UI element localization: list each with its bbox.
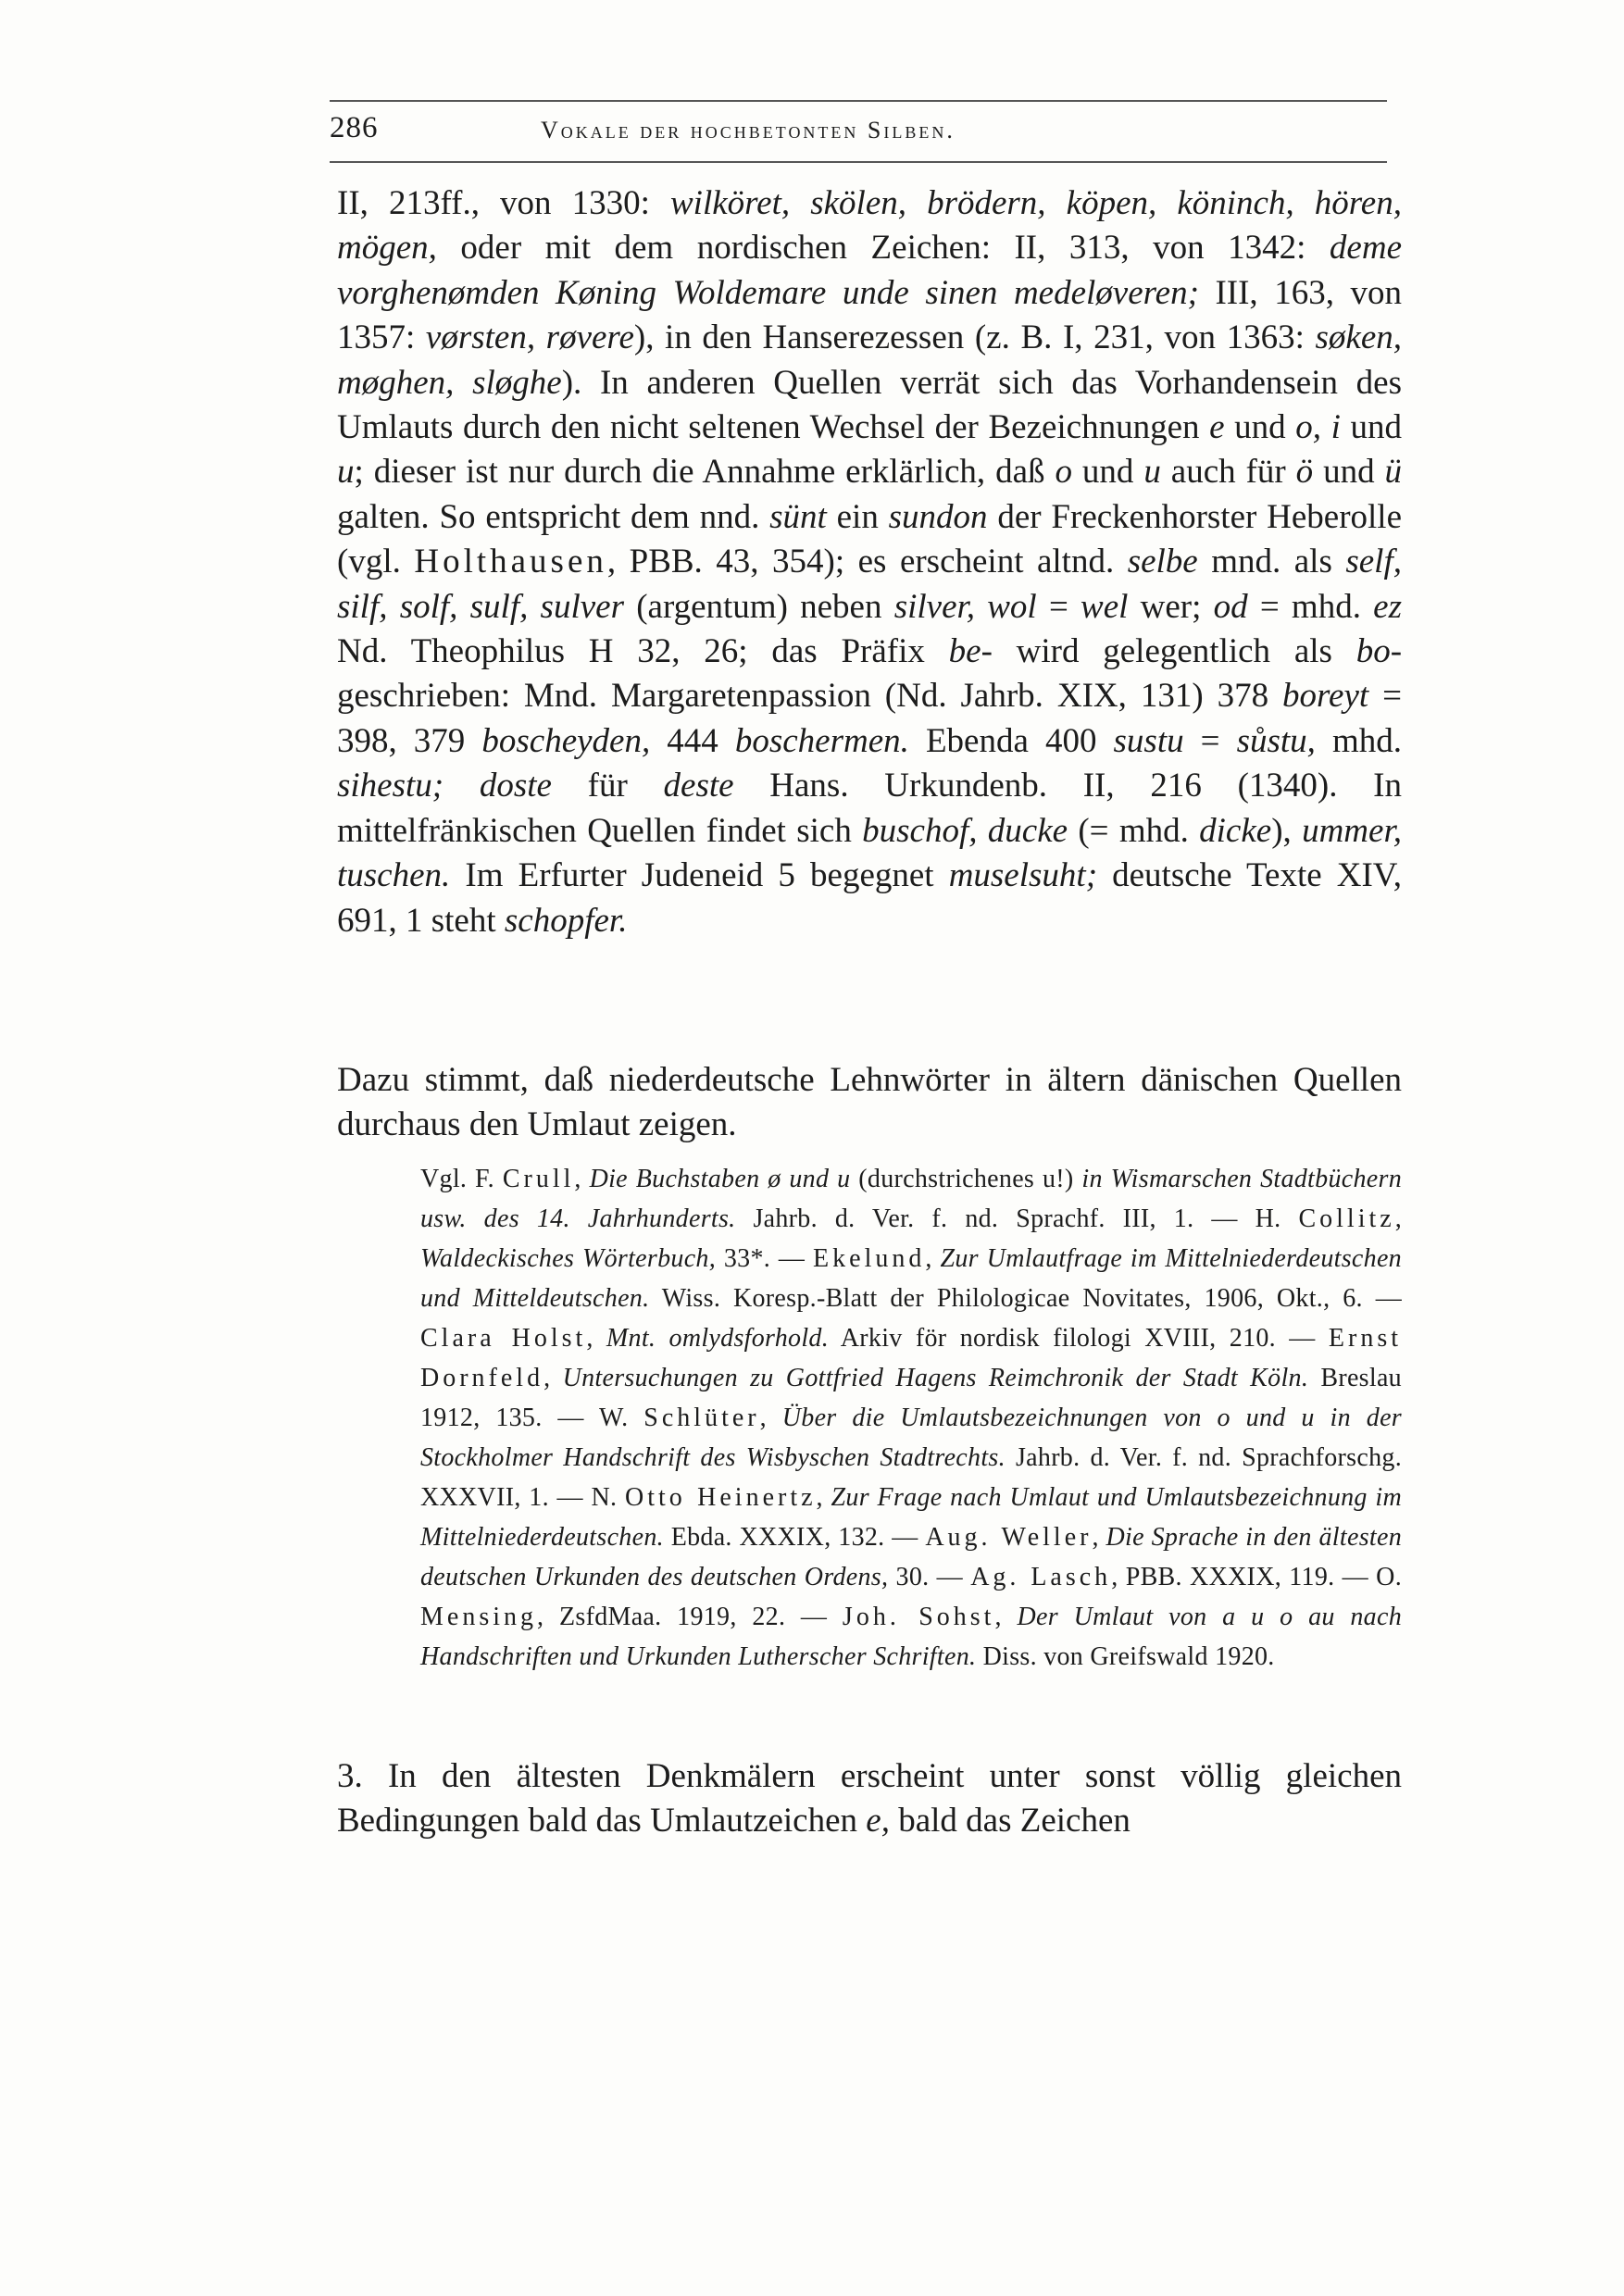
text-run: mhd. (1315, 721, 1403, 760)
text-run: (durchstrichenes u!) (850, 1165, 1082, 1193)
text-run: Nd. Theophilus H 32, 26; das Präfix (337, 632, 949, 671)
italic-term: o (1055, 453, 1072, 492)
text-run: , (1394, 1204, 1403, 1233)
text-run: , (543, 1364, 563, 1392)
spaced-author-name: Ekelund (813, 1244, 926, 1273)
text-run: deutsche Texte XIV, 691, 1 steht (337, 856, 1402, 940)
italic-term: in Wismarschen Stadtbüchern usw. des 14. Jahrhunderts. (420, 1165, 1402, 1233)
text-run: Jahrb. d. Ver. f. nd. Sprachf. III, 1. — H. (735, 1204, 1299, 1233)
italic-term: e (1209, 408, 1225, 447)
text-run: , (994, 1603, 1018, 1631)
text-run: 444 (650, 721, 735, 760)
italic-term: ö (1295, 453, 1314, 492)
italic-term: Untersuchungen zu Gottfried Hagens Reimchronik der Stadt Köln. (562, 1364, 1309, 1392)
italic-term: muselsuht; (948, 856, 1098, 895)
text-run: der Freckenhorster Heberolle (vgl. (337, 497, 1403, 581)
spaced-author-name: Crull (502, 1165, 575, 1193)
spaced-author-name: Mensing (420, 1603, 537, 1631)
italic-term: sünt (769, 497, 827, 536)
spaced-author-name: Otto Heinertz (625, 1483, 817, 1512)
text-run: Arkiv för nordisk filologi XVIII, 210. — (829, 1324, 1329, 1353)
text-run: = (1183, 721, 1237, 760)
italic-term: vørsten, røvere (425, 318, 634, 357)
spaced-author-name: Ag. Lasch (970, 1563, 1112, 1591)
text-run: , (816, 1483, 831, 1512)
text-run: wer; (1128, 587, 1214, 626)
text-run: (= mhd. (1068, 811, 1200, 850)
italic-term: søken, møghen, sløghe (337, 318, 1402, 402)
italic-term: Zur Umlautfrage im Mittelniederdeutschen und Mitteldeutschen. (420, 1244, 1402, 1313)
italic-term: e, (866, 1802, 890, 1841)
text-run: , (925, 1244, 941, 1273)
text-run: Dazu stimmt, daß niederdeutsche Lehnwörter in ältern dänischen Quellen durchaus den Umlaut zeigen. (337, 1061, 1402, 1144)
main-paragraph (337, 181, 1402, 943)
text-run: und (1313, 453, 1385, 492)
text-run: III, 163, von 1357: (337, 273, 1403, 357)
italic-term: Über die Umlautsbezeichnungen von o und u in der Stockholmer Handschrift des Wisbyschen Stadtrechts. (420, 1404, 1402, 1472)
italic-term: Waldeckisches Wörterbuch, (420, 1244, 717, 1273)
text-run: , (574, 1165, 590, 1193)
spaced-author-name: Joh. Sohst (842, 1603, 995, 1631)
text-run: 33*. — (716, 1244, 814, 1273)
spaced-author-name: Aug. Weller (925, 1523, 1093, 1552)
italic-term: Die Buchstaben ø und u (589, 1165, 851, 1193)
text-run: für (551, 767, 664, 805)
text-run: 3. In den ältesten Denkmälern erscheint unter sonst völlig gleichen Bedingungen bald das Umlautzeichen (337, 1757, 1402, 1841)
italic-term: deme vorghenømden Køning Woldemare unde sinen medeløveren; (337, 229, 1402, 312)
italic-term: sundon (888, 497, 988, 536)
text-run: oder mit dem nordischen Zeichen: II, 313, von 1342: (436, 229, 1330, 268)
italic-term: Zur Frage nach Umlaut und Umlautsbezeichnung im Mittelniederdeutschen. (420, 1483, 1402, 1552)
italic-term: u (337, 453, 355, 492)
italic-term: dicke (1199, 811, 1272, 850)
text-run: ; dieser ist nur durch die Annahme erklärlich, daß (354, 453, 1056, 492)
text-run: Wiss. Koresp.-Blatt der Philologicae Novitates, 1906, Okt., 6. — (649, 1284, 1402, 1313)
page-number: 286 (330, 111, 379, 144)
italic-term: wilköret, skölen, brödern, köpen, köninch, hören, mögen, (337, 184, 1402, 268)
text-run: (argentum) neben (623, 587, 894, 626)
spaced-author-name: Schlüter (643, 1404, 760, 1432)
text-run: Hans. Urkundenb. II, 216 (1340). In mittelfränkischen Quellen findet sich (337, 767, 1402, 850)
italic-term: ü (1384, 453, 1403, 492)
italic-term: o, i (1295, 408, 1341, 447)
spaced-author-name: Collitz (1298, 1204, 1395, 1233)
spaced-author-name: Clara Holst (420, 1324, 587, 1353)
text-run: , ZsfdMaa. 1919, 22. — (537, 1603, 843, 1631)
text-run: wird gelegentlich als (992, 632, 1356, 671)
text-run: mnd. als (1197, 543, 1346, 581)
paragraph-danish-loanwords (337, 1058, 1402, 1148)
italic-term: u (1143, 453, 1161, 492)
text-run: , (586, 1324, 606, 1353)
text-run: = mhd. (1247, 587, 1374, 626)
italic-term: boschermen. (734, 721, 909, 760)
italic-term: sustu (1113, 721, 1184, 760)
running-header (330, 100, 1387, 163)
text-run: Diss. von Greifswald 1920. (976, 1642, 1275, 1671)
italic-term: ummer, tuschen. (337, 811, 1402, 895)
text-run: Breslau 1912, 135. — W. (420, 1364, 1402, 1432)
text-run: und (1340, 408, 1403, 447)
text-run: und (1224, 408, 1296, 447)
italic-term: schopfer. (504, 901, 628, 940)
text-run: , PBB. XXXIX, 119. — O. (1111, 1563, 1403, 1591)
italic-term: deste (663, 767, 734, 805)
italic-term: boreyt (1282, 677, 1369, 716)
text-run: und (1071, 453, 1144, 492)
italic-term: buschof, ducke (862, 811, 1068, 850)
italic-term: sůstu, (1236, 721, 1316, 760)
text-run: , (759, 1404, 782, 1432)
text-run: bald das Zeichen (889, 1802, 1131, 1841)
italic-term: od (1213, 587, 1248, 626)
text-run: II, 213ff., von 1330: (337, 184, 670, 222)
italic-term: boscheyden, (481, 721, 651, 760)
italic-term: sihestu; doste (337, 767, 552, 805)
running-title: Vokale der hochbetonten Silben. (541, 117, 956, 144)
italic-term: selbe (1127, 543, 1198, 581)
text-run: , PBB. 43, 354); es erscheint altnd. (606, 543, 1128, 581)
text-run: ). In anderen Quellen verrät sich das Vorhandensein des Umlauts durch den nicht seltenen Wechsel der Bezeichnungen (337, 363, 1402, 447)
text-run: Ebenda 400 (908, 721, 1114, 760)
text-run: Im Erfurter Judeneid 5 begegnet (450, 856, 949, 895)
text-run: = (1036, 587, 1081, 626)
text-run: Jahrb. d. Ver. f. nd. Sprachforschg. XXXVII, 1. — N. (420, 1443, 1402, 1512)
italic-term: Mnt. omlydsforhold. (606, 1324, 829, 1353)
spaced-author-name: Ernst Dornfeld (420, 1324, 1402, 1392)
text-run: Ebda. XXXIX, 132. — (663, 1523, 926, 1552)
text-run: , (1092, 1523, 1106, 1552)
text-run: ein (826, 497, 889, 536)
italic-term: be- (948, 632, 993, 671)
section-3-paragraph (337, 1754, 1402, 1844)
text-run: ), (1271, 811, 1303, 850)
spaced-author-name: Holthausen (414, 543, 607, 581)
italic-term: wel (1081, 587, 1129, 626)
text-run: ), in den Hanserezessen (z. B. I, 231, von 1363: (633, 318, 1316, 357)
italic-term: Die Sprache in den ältesten deutschen Urkunden des deutschen Ordens, (420, 1523, 1402, 1591)
bibliography-footnote (420, 1159, 1402, 1677)
italic-term: ez (1373, 587, 1402, 626)
italic-term: silver, wol (893, 587, 1037, 626)
italic-term: Der Umlaut von a u o au nach Handschriften und Urkunden Lutherscher Schriften. (420, 1603, 1402, 1671)
text-run: = 398, 379 (337, 677, 1402, 760)
text-run: 30. — (888, 1563, 971, 1591)
text-run: geschrieben: Mnd. Margaretenpassion (Nd. Jahrb. XIX, 131) 378 (337, 677, 1283, 716)
italic-term: bo- (1355, 632, 1403, 671)
text-run: galten. So entspricht dem nnd. (337, 497, 770, 536)
text-run: auch für (1160, 453, 1296, 492)
text-run: Vgl. F. (420, 1165, 503, 1193)
italic-term: self, silf, solf, sulf, sulver (337, 543, 1402, 626)
